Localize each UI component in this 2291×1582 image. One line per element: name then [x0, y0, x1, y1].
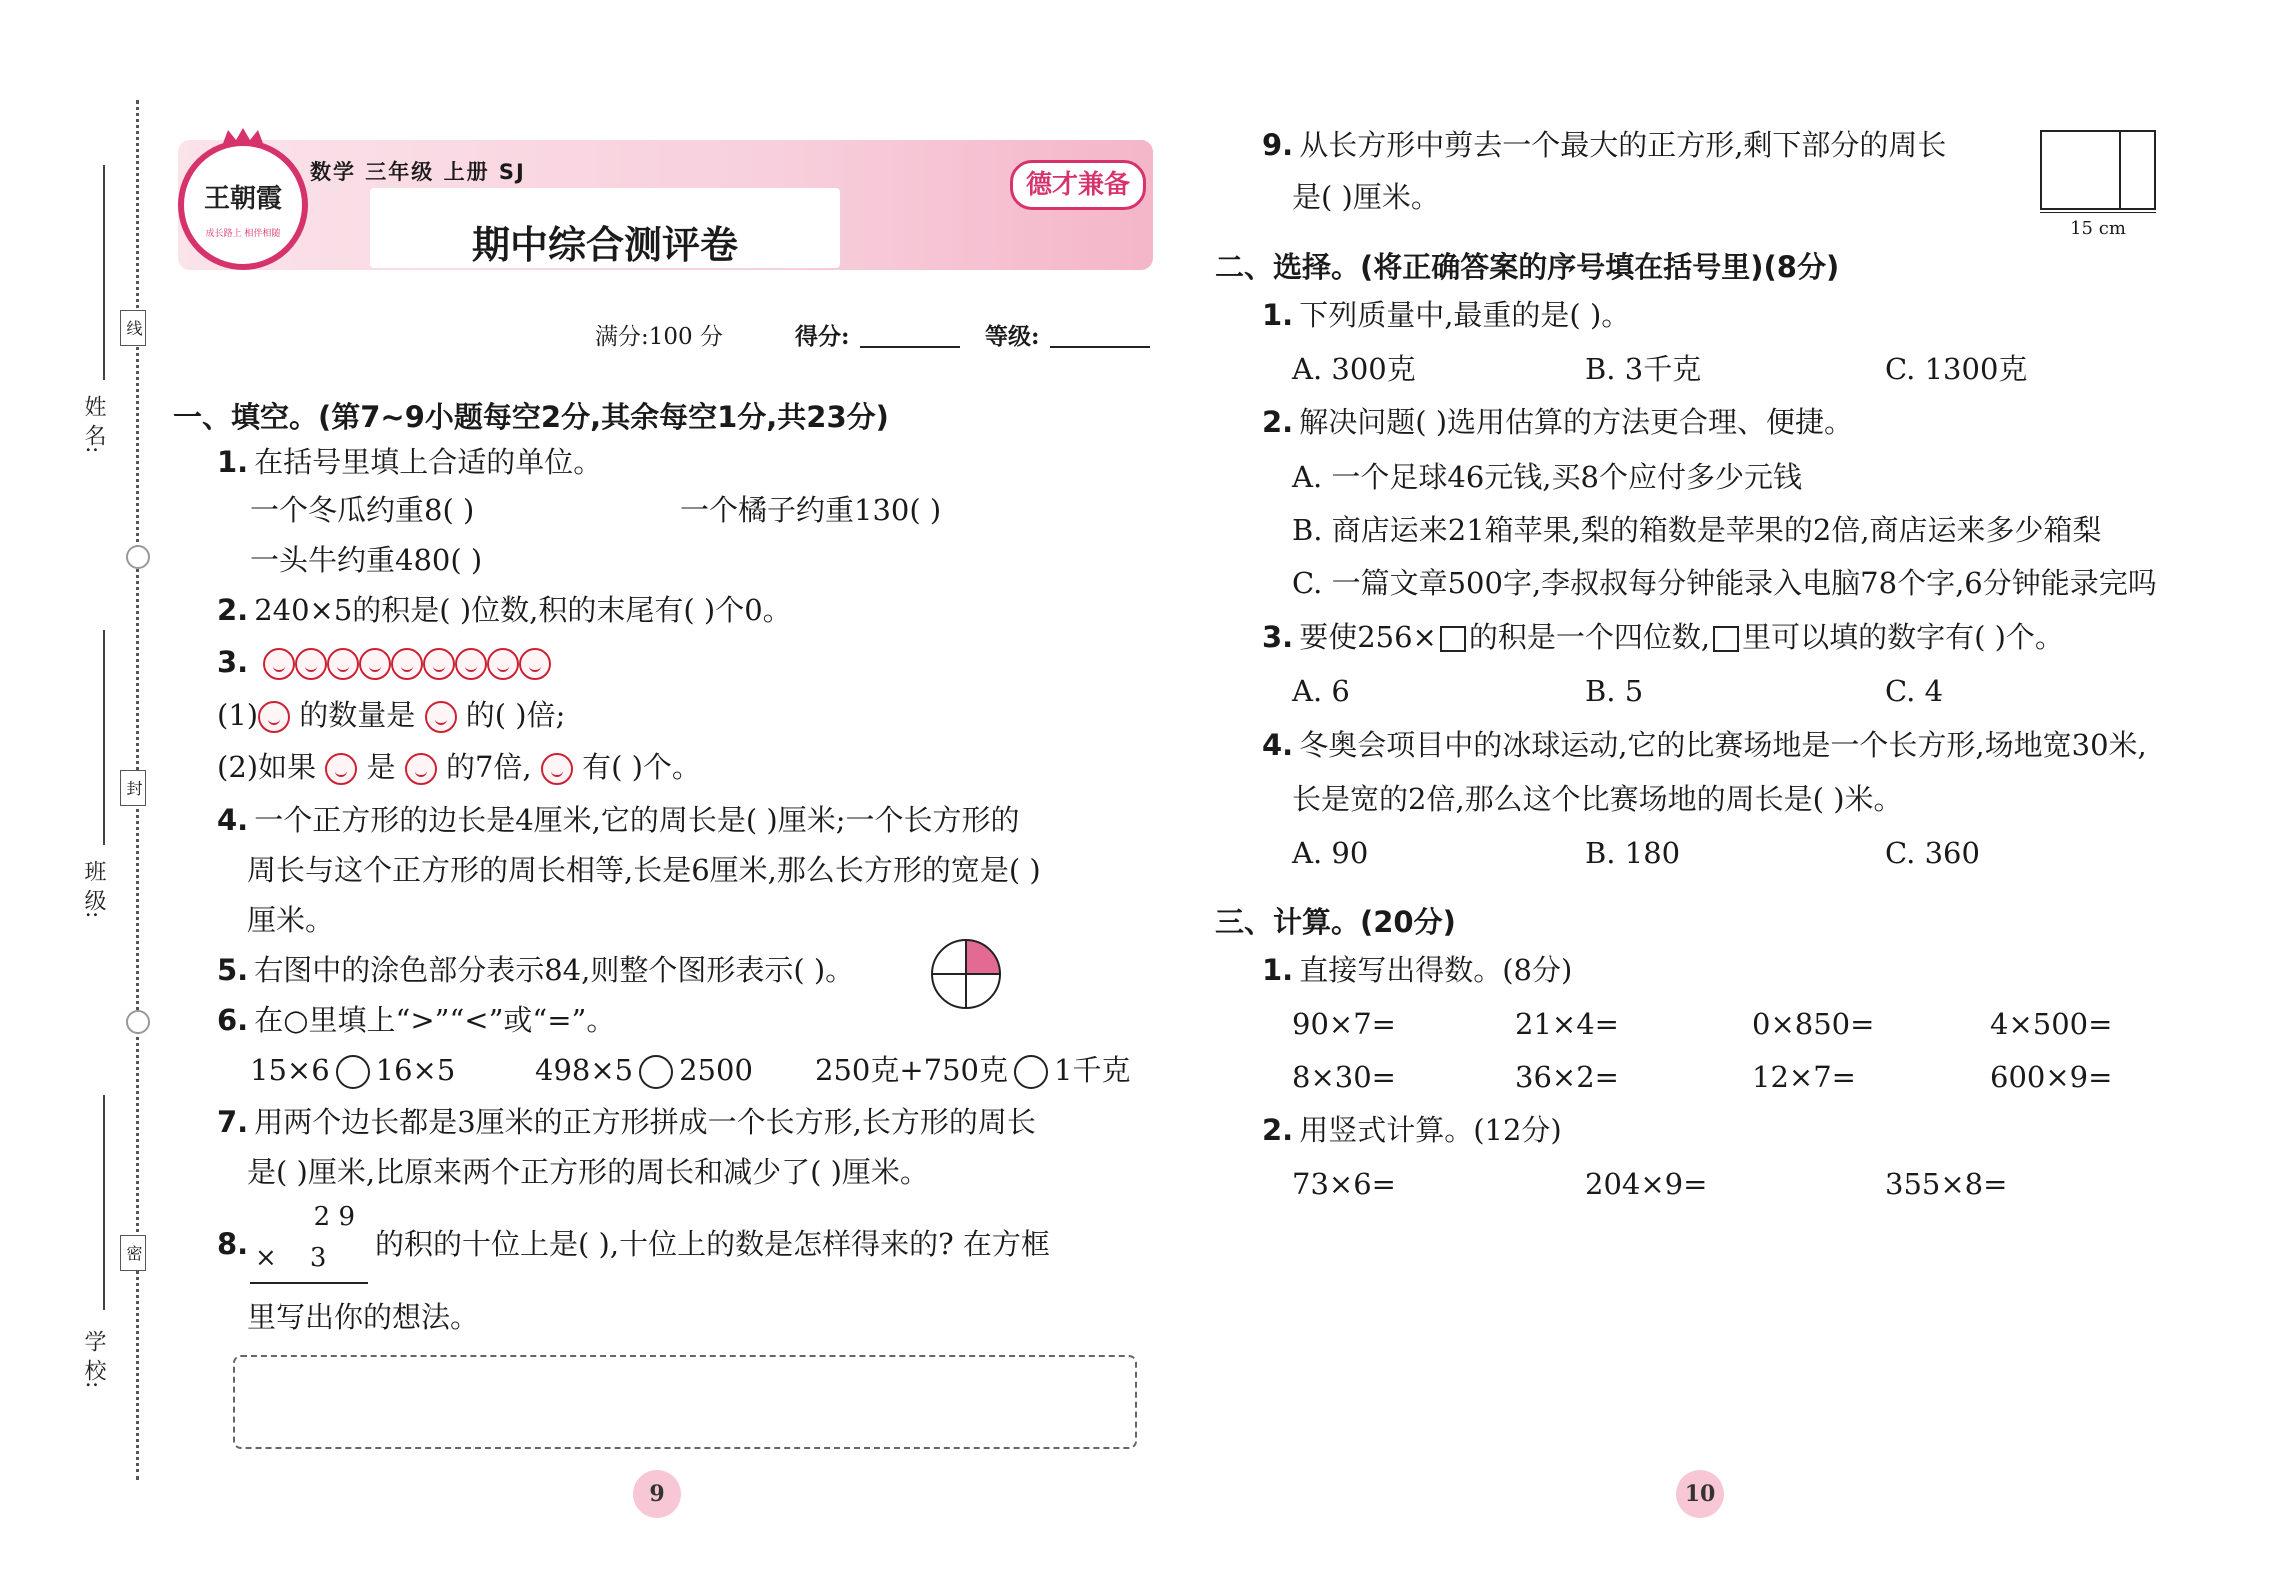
question-text: 要使256×	[1299, 620, 1437, 654]
question-text: 用两个边长都是3厘米的正方形拼成一个长方形,长方形的周长	[254, 1105, 1036, 1139]
grade-blank[interactable]	[1050, 346, 1150, 348]
question-number: 2.	[1262, 1113, 1294, 1147]
page-number-left: 9	[633, 1470, 681, 1518]
question-number: 3.	[217, 645, 249, 679]
punch-hole-icon	[126, 545, 150, 569]
q1-item-b: 一个橘子约重130( )	[680, 493, 942, 527]
punch-hole-icon	[126, 1010, 150, 1034]
question-text: 在括号里填上合适的单位。	[254, 445, 603, 479]
q3-part-1	[217, 698, 565, 733]
question-number: 4.	[1262, 728, 1294, 762]
choice-2-option-b: B. 商店运来21箱苹果,梨的箱数是苹果的2倍,商店运来多少箱梨	[1292, 513, 2102, 547]
score-label: 得分:	[795, 323, 850, 350]
school-underline	[103, 1095, 105, 1310]
logo-text: 王朝霞	[203, 184, 282, 214]
series-label: 数学 三年级 上册 SJ	[310, 160, 526, 184]
calc-item: 90×7=	[1292, 1007, 1396, 1041]
rectangle-figure	[2040, 130, 2156, 210]
seal-mark-seal: 封	[120, 770, 146, 806]
compare-right: 16×5	[375, 1053, 456, 1087]
q8-answer-box[interactable]	[233, 1355, 1137, 1449]
face-icon	[423, 648, 455, 680]
question-text: 解决问题( )选用估算的方法更合理、便捷。	[1299, 405, 1854, 439]
choice-1-option-c: C. 1300克	[1885, 352, 2028, 386]
question-text: 里可以填的数字有( )个。	[1742, 620, 2064, 654]
compare-circle-input[interactable]	[1014, 1055, 1048, 1089]
choice-3	[1262, 620, 2064, 655]
logo-slogan: 成长路上 相伴相随	[205, 229, 281, 239]
face-icon	[263, 648, 295, 680]
q9-line-2: 是( )厘米。	[1292, 180, 1440, 214]
score-blank[interactable]	[860, 346, 960, 348]
q6-compare-b	[535, 1053, 753, 1089]
choice-4-line-2: 长是宽的2倍,那么这个比赛场地的周长是( )米。	[1292, 782, 1903, 816]
question-text: 右图中的涂色部分表示84,则整个图形表示( )。	[254, 953, 855, 987]
crown-icon	[220, 126, 266, 148]
question-number: 5.	[217, 953, 249, 987]
logo-badge	[178, 140, 308, 270]
calc-2	[1262, 1113, 1562, 1148]
question-text: 在○里填上“>”“<”或“=”。	[254, 1003, 616, 1037]
q1-item-a: 一个冬瓜约重8( )	[250, 493, 475, 527]
choice-2-option-c: C. 一篇文章500字,李叔叔每分钟能录入电脑78个字,6分钟能录完吗	[1292, 566, 2157, 600]
q8-line-2: 里写出你的想法。	[247, 1300, 480, 1334]
q3-text: 的( )倍;	[456, 698, 566, 732]
face-icon	[258, 701, 290, 733]
question-text: 的积是一个四位数,	[1468, 620, 1711, 654]
quarter-circle-figure	[930, 938, 1002, 1010]
q3-text: 有( )个。	[572, 750, 701, 784]
question-number: 1.	[1262, 298, 1294, 332]
name-label: 姓 名:	[81, 395, 106, 454]
calc-item: 355×8=	[1885, 1167, 2008, 1201]
calc-item: 36×2=	[1515, 1060, 1619, 1094]
question-number: 1.	[1262, 953, 1294, 987]
q1-item-c: 一头牛约重480( )	[250, 543, 483, 577]
q6-compare-a	[250, 1053, 455, 1089]
grade-label: 等级:	[985, 323, 1040, 350]
face-icon	[487, 648, 519, 680]
choice-1	[1262, 298, 1630, 333]
question-1	[217, 445, 602, 480]
q4-line-2: 周长与这个正方形的周长相等,长是6厘米,那么长方形的宽是( )	[247, 853, 1041, 887]
question-number: 4.	[217, 803, 249, 837]
choice-2-option-a: A. 一个足球46元钱,买8个应付多少元钱	[1292, 460, 1802, 494]
face-icon	[541, 753, 573, 785]
choice-4-option-a: A. 90	[1292, 836, 1369, 870]
section-choice-heading: 二、选择。(将正确答案的序号填在括号里)(8分)	[1215, 250, 1840, 284]
class-underline	[103, 630, 105, 845]
dimension-line	[2040, 212, 2156, 213]
school-label: 学 校:	[81, 1330, 106, 1389]
page-number-right: 10	[1676, 1470, 1724, 1518]
question-text: 一个正方形的边长是4厘米,它的周长是( )厘米;一个长方形的	[254, 803, 1020, 837]
question-7	[217, 1105, 1036, 1140]
name-underline	[103, 165, 105, 380]
choice-2	[1262, 405, 1853, 440]
question-text: 从长方形中剪去一个最大的正方形,剩下部分的周长	[1299, 128, 1947, 162]
question-text: 冬奥会项目中的冰球运动,它的比赛场地是一个长方形,场地宽30米,	[1299, 728, 2147, 762]
question-2	[217, 593, 792, 628]
q3-part-label: (1)	[217, 698, 259, 732]
question-8-number	[217, 1227, 254, 1262]
face-icon	[359, 648, 391, 680]
page-title: 期中综合测评卷	[471, 223, 738, 267]
face-icon	[405, 753, 437, 785]
question-number: 9.	[1262, 128, 1294, 162]
seal-mark-line: 线	[120, 310, 146, 346]
calc-1	[1262, 953, 1572, 988]
seal-mark-secret: 密	[120, 1235, 146, 1271]
calc-item: 8×30=	[1292, 1060, 1396, 1094]
calc-item: 600×9=	[1990, 1060, 2113, 1094]
full-score: 满分:100 分	[595, 324, 723, 350]
calc-item: 12×7=	[1752, 1060, 1856, 1094]
class-label: 班 级:	[81, 860, 106, 919]
q8-multiply-line	[250, 1282, 368, 1284]
face-icon	[325, 753, 357, 785]
question-5	[217, 953, 854, 988]
question-4	[217, 803, 1020, 838]
question-text: 用竖式计算。(12分)	[1299, 1113, 1562, 1147]
question-text: 240×5的积是( )位数,积的末尾有( )个0。	[254, 593, 792, 627]
question-number: 3.	[1262, 620, 1294, 654]
compare-right: 1千克	[1054, 1053, 1131, 1087]
question-number: 1.	[217, 445, 249, 479]
question-number: 2.	[1262, 405, 1294, 439]
q8-multiplicand: 2 9	[313, 1202, 355, 1232]
q3-text: 是	[357, 750, 405, 784]
question-number: 8.	[217, 1227, 249, 1261]
choice-1-option-a: A. 300克	[1292, 352, 1416, 386]
face-icon	[391, 648, 423, 680]
calc-item: 204×9=	[1585, 1167, 1708, 1201]
question-text: 下列质量中,最重的是( )。	[1299, 298, 1631, 332]
q3-text: 的数量是	[290, 698, 425, 732]
compare-circle-input[interactable]	[639, 1055, 673, 1089]
section-fill-blank-heading: 一、填空。(第7~9小题每空2分,其余每空1分,共23分)	[173, 400, 889, 434]
choice-3-option-c: C. 4	[1885, 674, 1944, 708]
compare-right: 2500	[679, 1053, 753, 1087]
choice-1-option-b: B. 3千克	[1585, 352, 1702, 386]
question-3	[217, 645, 551, 680]
question-6	[217, 1003, 615, 1038]
compare-circle-input[interactable]	[336, 1055, 370, 1089]
choice-3-option-b: B. 5	[1585, 674, 1644, 708]
face-icon	[425, 701, 457, 733]
q7-line-2: 是( )厘米,比原来两个正方形的周长和减少了( )厘米。	[247, 1155, 929, 1189]
calc-item: 4×500=	[1990, 1007, 2113, 1041]
calc-item: 73×6=	[1292, 1167, 1396, 1201]
choice-4	[1262, 728, 2147, 763]
choice-4-option-b: B. 180	[1585, 836, 1681, 870]
question-number: 7.	[217, 1105, 249, 1139]
face-icon	[327, 648, 359, 680]
q3-part-label: (2)如果	[217, 750, 326, 784]
compare-left: 15×6	[250, 1053, 330, 1087]
q6-compare-c	[815, 1053, 1130, 1089]
q4-line-3: 厘米。	[247, 903, 335, 937]
calc-item: 0×850=	[1752, 1007, 1875, 1041]
choice-4-option-c: C. 360	[1885, 836, 1980, 870]
question-text: 直接写出得数。(8分)	[1299, 953, 1573, 987]
dimension-label: 15 cm	[2070, 218, 2126, 239]
q3-text: 的7倍,	[436, 750, 541, 784]
stamp-badge: 德才兼备	[1010, 160, 1146, 210]
face-icon	[455, 648, 487, 680]
compare-left: 250克+750克	[815, 1053, 1009, 1087]
compare-left: 498×5	[535, 1053, 634, 1087]
question-9	[1262, 128, 1946, 163]
section-calc-heading: 三、计算。(20分)	[1215, 905, 1456, 939]
choice-3-option-a: A. 6	[1292, 674, 1350, 708]
q3-part-2	[217, 750, 701, 785]
q8-multiplier: × 3	[255, 1243, 327, 1273]
question-number: 6.	[217, 1003, 249, 1037]
face-icon	[295, 648, 327, 680]
blank-square-icon	[1713, 626, 1739, 652]
calc-item: 21×4=	[1515, 1007, 1619, 1041]
blank-square-icon	[1440, 626, 1466, 652]
face-icon	[519, 648, 551, 680]
question-number: 2.	[217, 593, 249, 627]
q8-line-1: 的积的十位上是( ),十位上的数是怎样得来的? 在方框	[375, 1227, 1050, 1261]
